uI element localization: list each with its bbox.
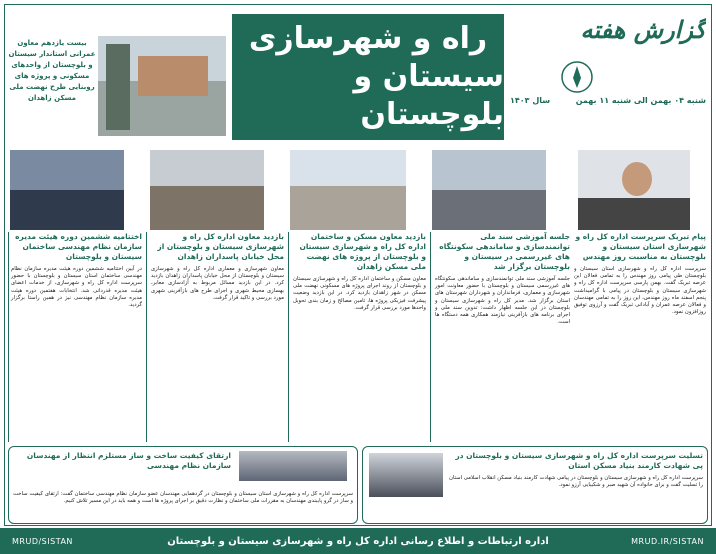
lead-caption: بیست یازدهم معاون عمرانی استاندار سیستان و بلوچستان از واحدهای مسکونی و پروژه های روبنایی طرح نهضت ملی مسکن زاهدان [8,39,96,102]
column-5 [8,232,142,442]
column-2 [430,232,570,442]
main-title-line1: راه و شهرسازی [248,21,488,56]
footer-url-left[interactable]: MRUD/SISTAN [12,536,73,546]
year-label: سال ۱۴۰۳ [510,96,551,105]
bottom-right-body: سرپرست اداره کل راه و شهرسازی سیستان و بلوچستان در پیامی شهادت کارمند بنیاد مسکن انقلاب اسلامی استان را تسلیت گفت و برای خانواده آن شهید صبر و شکیبایی آرزو نمود. [449,475,703,489]
photo-2 [432,150,546,230]
photo-4 [150,150,264,230]
column-2-body: جلسه آموزشی سند ملی توانمندسازی و ساماندهی سکونتگاه های غیررسمی سیستان و بلوچستان با حضور معاونت امور شهرسازی و معماری، فرمانداران و شهرداران شهرستان های استان برگزار شد. مدیر کل راه و شهرسازی سیستان و بلوچستان در این جلسه اظهار داشت: تدوین سند ملی و اجرای برنامه های بازآفرینی نیازمند همکاری همه دستگاه ها است. [435,276,570,326]
column-3-body: معاون مسکن و ساختمان اداره کل راه و شهرسازی سیستان و بلوچستان از روند اجرای پروژه های مسکونی نهضت ملی مسکن در شهر زاهدان بازدید کرد. در این بازدید وضعیت پیشرفت فیزیکی پروژه ها، تامین مصالح و زمان بندی تحویل واحدها مورد بررسی قرار گرفت. [293,276,426,311]
report-title: گزارش هفته [580,16,706,44]
bottom-left-caption: ارتقای کیفیت ساخت و ساز مستلزم انتظار از مهندسان سازمان نظام مهندسی [26,451,231,470]
date-range: شنبه ۰۴ بهمن الی شنبه ۱۱ بهمن [575,96,706,105]
bottom-left-body: سرپرست اداره کل راه و شهرسازی استان سیستان و بلوچستان در گردهمایی مهندسان عضو سازمان نظام مهندسی ساختمان گفت: ارتقای کیفیت ساخت و ساز در گرو پایبندی مهندسان به مقررات ملی ساختمان و نظارت دقیق بر اجرای پروژه ها است و همه باید در این مسیر تلاش کنیم. [13,491,353,505]
bottom-right-photo [369,453,443,497]
column-1-caption: پیام تبریک سرپرست اداره کل راه و شهرسازی استان سیستان و بلوچستان به مناسبت روز مهندس [575,232,706,261]
column-5-caption: اختتامیه ششمین دوره هیئت مدیره سازمان نظام مهندسی ساختمان سیستان و بلوچستان [15,232,142,261]
column-1 [574,232,706,442]
bottom-left-box [8,446,358,524]
bottom-left-photo [239,451,347,481]
photo-1 [578,150,690,230]
column-3-caption: بازدید معاون مسکن و ساختمان اداره کل راه و شهرسازی سیستان و بلوچستان از پروژه های نهضت ملی مسکن زاهدان [299,232,426,271]
column-4-body: معاون شهرسازی و معماری اداره کل راه و شهرسازی سیستان و بلوچستان از محل خیابان پاسداران زاهدان بازدید کرد. در این بازدید مسائل مربوط به آزادسازی معابر، بهسازی محیط شهری و اجرای طرح های بازآفرینی شهری مورد بررسی و تاکید قرار گرفت. [151,266,284,301]
footer-url-right[interactable]: MRUD.IR/SISTAN [631,536,704,546]
bottom-right-box [362,446,708,524]
column-4 [146,232,284,442]
issue-meta [510,96,706,112]
column-2-caption: جلسه آموزشی سند ملی توانمندسازی و ساماندهی سکونتگاه های غیررسمی در سیستان و بلوچستان برگزار شد [439,232,570,271]
emblem-icon [560,60,594,94]
column-3 [288,232,426,442]
column-5-body: در آیین اختتامیه ششمین دوره هیئت مدیره سازمان نظام مهندسی ساختمان استان سیستان و بلوچستان با حضور سرپرست اداره کل راه و شهرسازی، از خدمات اعضای هیئت مدیره قدردانی شد. انتخابات هفتمین دوره هیئت مدیره سازمان نظام مهندسی نیز در همین راستا برگزار گردید. [11,266,142,309]
column-4-caption: بازدید معاون اداره کل راه و شهرسازی سیستان و بلوچستان از محل خیابان پاسداران زاهدان [157,232,284,261]
column-1-body: سرپرست اداره کل راه و شهرسازی استان سیستان و بلوچستان طی پیامی روز مهندس را به تمامی فعالان این عرصه تبریک گفت. بهمن پارسی سرپرست اداره کل راه و شهرسازی سیستان و بلوچستان در پیامی با گرامیداشت پنجم اسفند ماه روز مهندس، این روز را به تمامی مهندسان و فعالان عرصه عمران و آبادانی تبریک گفت و آرزوی توفیق روزافزون نمود. [574,266,706,316]
footer-bar [0,528,716,554]
photo-3 [290,150,406,230]
bottom-right-caption: تسلیت سرپرست اداره کل راه و شهرسازی سیستان و بلوچستان در پی شهادت کارمند بنیاد مسکن استان [455,451,703,470]
main-title-line2: سیستان و بلوچستان [353,59,504,132]
photo-5 [10,150,124,230]
lead-photo [98,36,226,136]
footer-text: اداره ارتباطات و اطلاع رسانی اداره کل راه و شهرسازی سیستان و بلوچستان [167,535,549,547]
masthead [232,14,504,140]
